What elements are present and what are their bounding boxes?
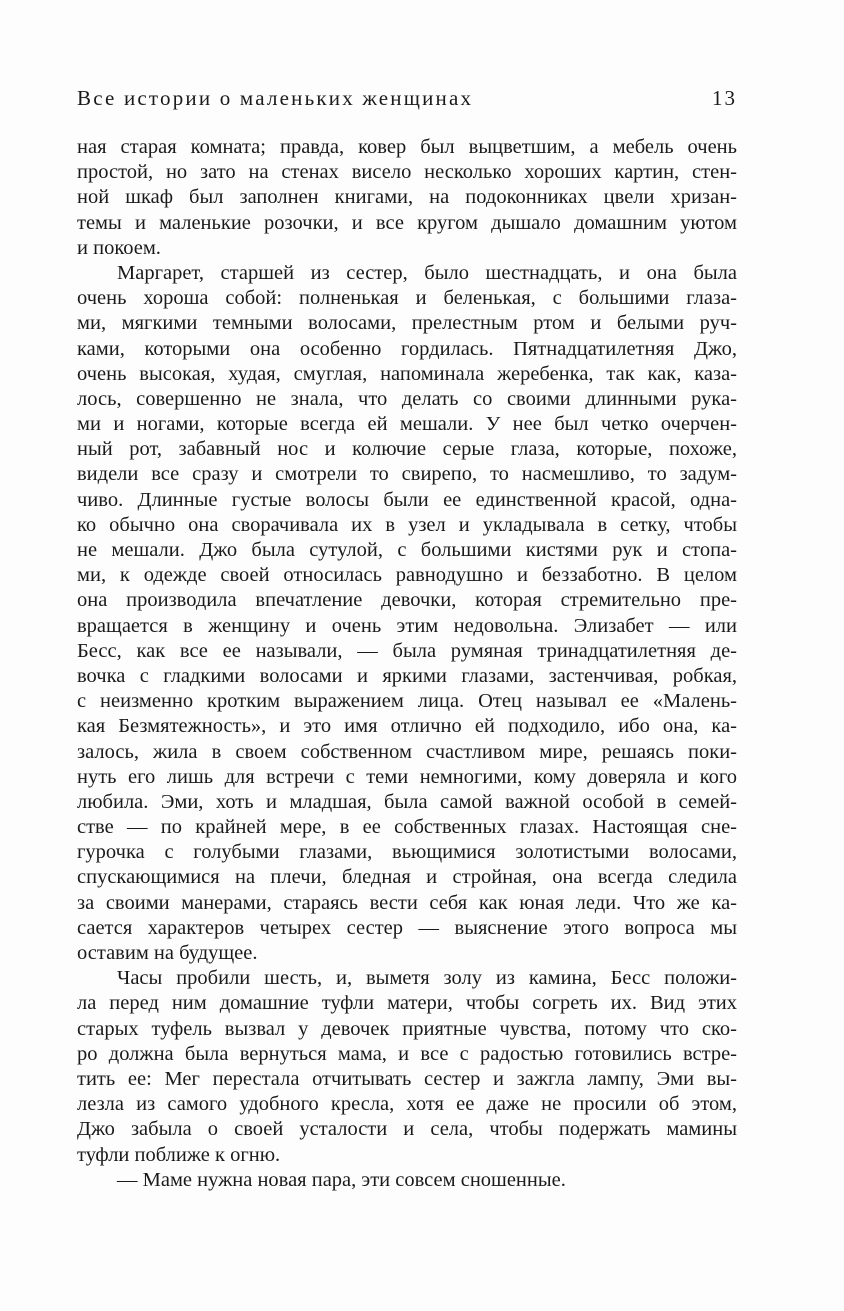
text-line: ной шкаф был заполнен книгами, на подоконниках цвели хризан- (77, 186, 737, 209)
text-line: не мешали. Джо была сутулой, с большими кистями рук и стопа- (77, 539, 737, 561)
text-line: залось, жила в своем собственном счастливом мире, решаясь поки- (77, 740, 737, 763)
text-line: ми и ногами, которые всегда ей мешали. У нее был четко очерчен- (77, 413, 737, 436)
running-head (77, 86, 737, 116)
text-line: нуть его лишь для встречи с теми немногими, кому доверяла и кого (77, 765, 737, 788)
text-line: лось, совершенно не знала, что делать со своими длинными рука- (77, 387, 737, 410)
paragraph (77, 966, 737, 1168)
text-line: ро должна была вернуться мама, и все с радостью готовились встре- (77, 1042, 737, 1065)
text-line: старых туфель вызвал у девочек приятные чувства, потому что ско- (77, 1017, 737, 1040)
paragraph (77, 261, 737, 966)
text-line: ная старая комната; правда, ковер был выцветшим, а мебель очень (77, 136, 737, 158)
text-line: чиво. Длинные густые волосы были ее единственной красой, одна- (77, 488, 737, 511)
text-line: ный рот, забавный нос и колючие серые глаза, которые, похоже, (77, 438, 737, 461)
text-line: ми, к одежде своей относилась равнодушно и беззаботно. В целом (77, 564, 737, 587)
body-text (77, 135, 737, 1193)
text-line: лезла из самого удобного кресла, хотя ее даже не просили об этом, (77, 1093, 737, 1116)
text-line: очень хороша собой: полненькая и беленькая, с большими глаза- (77, 287, 737, 310)
text-line: видели все сразу и смотрели то свирепо, то насмешливо, то задум- (77, 463, 737, 486)
text-line: — Маме нужна новая пара, эти совсем сношенные. (117, 1168, 566, 1191)
text-line: Джо забыла о своей усталости и села, чтобы подержать мамины (77, 1118, 737, 1141)
text-line: с неизменно кротким выражением лица. Отец называл ее «Малень- (77, 690, 737, 713)
text-line: спускающимися на плечи, бледная и стройная, она всегда следила (77, 866, 737, 889)
text-line: ками, которыми она особенно гордилась. Пятнадцатилетняя Джо, (77, 337, 737, 360)
paragraph (77, 135, 737, 261)
text-line: и покоем. (77, 236, 161, 259)
paragraph (77, 1168, 737, 1193)
text-line: ко обычно она сворачивала их в узел и укладывала в сетку, чтобы (77, 513, 737, 536)
text-line: за своими манерами, стараясь вести себя как юная леди. Что же ка- (77, 891, 737, 914)
running-title: Все истории о маленьких женщинах (77, 86, 474, 110)
text-line: тить ее: Мег перестала отчитывать сестер и зажгла лампу, Эми вы- (77, 1067, 737, 1090)
text-line: Часы пробили шесть, и, выметя золу из камина, Бесс положи- (117, 967, 737, 990)
text-line: она производила впечатление девочки, которая стремительно пре- (77, 589, 737, 612)
text-line: темы и маленькие розочки, и все кругом дышало домашним уютом (77, 211, 737, 234)
text-line: Маргарет, старшей из сестер, было шестнадцать, и она была (117, 261, 737, 284)
text-line: ла перед ним домашние туфли матери, чтобы согреть их. Вид этих (77, 992, 737, 1015)
text-line: ми, мягкими темными волосами, прелестным ртом и белыми руч- (77, 312, 737, 335)
text-line: очень высокая, худая, смуглая, напоминала жеребенка, так как, каза- (77, 362, 737, 385)
text-line: любила. Эми, хоть и младшая, была самой важной особой в семей- (77, 790, 737, 813)
text-line: гурочка с голубыми глазами, вьющимися золотистыми волосами, (77, 841, 737, 864)
text-line: вращается в женщину и очень этим недовольна. Элизабет — или (77, 614, 737, 637)
page-number: 13 (712, 86, 737, 110)
text-line: вочка с гладкими волосами и яркими глазами, застенчивая, робкая, (77, 664, 737, 687)
text-line: простой, но зато на стенах висело несколько хороших картин, стен- (77, 161, 737, 184)
text-line: оставим на будущее. (77, 942, 258, 964)
text-line: туфли поближе к огню. (77, 1143, 281, 1166)
text-line: сается характеров четырех сестер — выяснение этого вопроса мы (77, 916, 737, 939)
text-line: Бесс, как все ее называли, — была румяная тринадцатилетняя де- (77, 639, 737, 662)
text-line: кая Безмятежность», и это имя отлично ей подходило, ибо она, ка- (77, 715, 737, 738)
text-line: стве — по крайней мере, в ее собственных глазах. Настоящая сне- (77, 816, 737, 839)
